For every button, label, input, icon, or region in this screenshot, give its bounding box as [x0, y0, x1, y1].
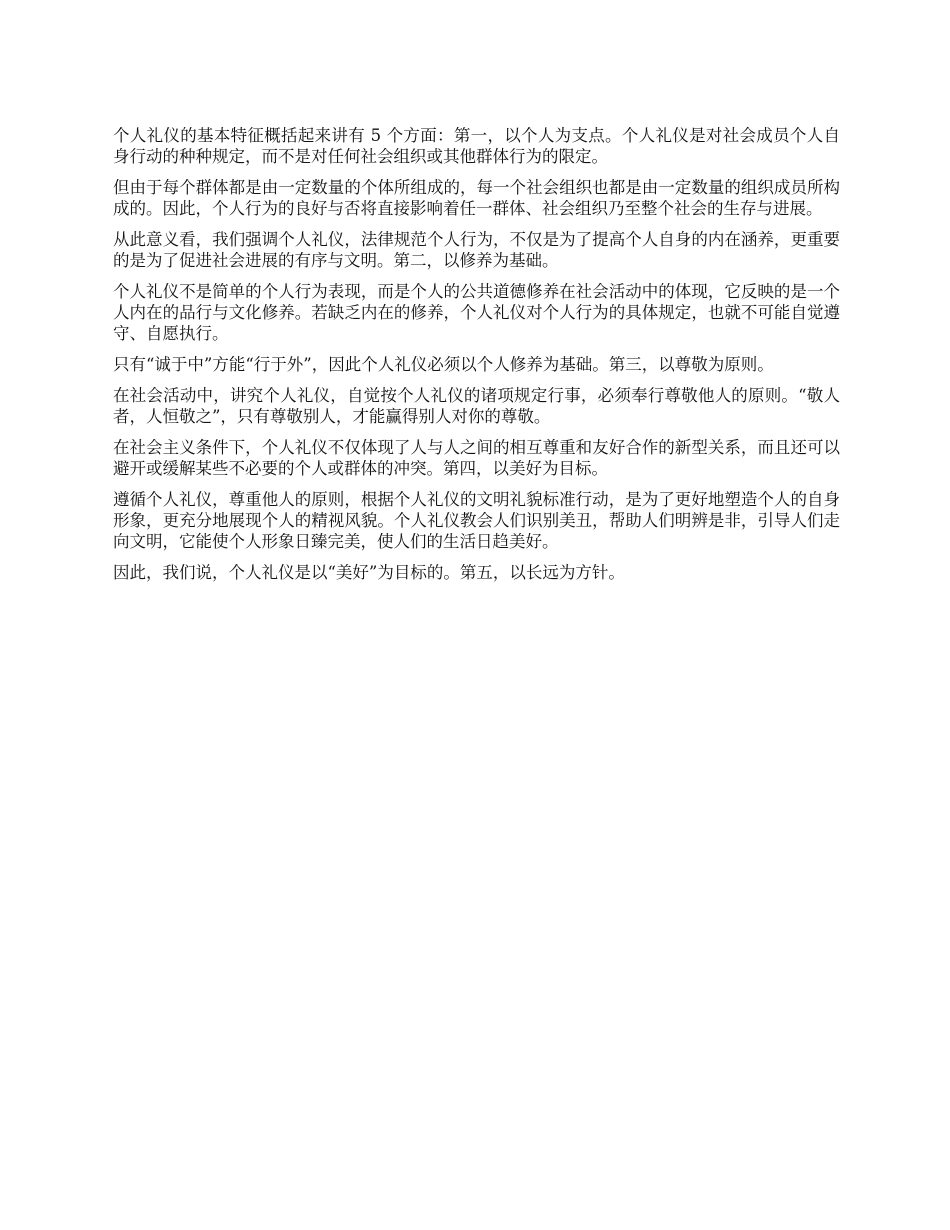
paragraph-3: 从此意义看，我们强调个人礼仪，法律规范个人行为，不仅是为了提高个人自身的内在涵养，更重要的是为了促进社会进展的有序与文明。第二，以修养为基础。 [113, 230, 840, 270]
paragraph-2: 但由于每个群体都是由一定数量的个体所组成的，每一个社会组织也都是由一定数量的组织成员所构成的。因此，个人行为的良好与否将直接影响着任一群体、社会组织乃至整个社会的生存与进展。 [113, 178, 840, 218]
paragraph-5: 只有“诚于中”方能“行于外”，因此个人礼仪必须以个人修养为基础。第三，以尊敬为原则。 [113, 355, 774, 374]
paragraph-9: 因此，我们说，个人礼仪是以“美好”为目标的。第五，以长远为方针。 [113, 563, 625, 582]
paragraph-8: 遵循个人礼仪，尊重他人的原则，根据个人礼仪的文明礼貌标准行动，是为了更好地塑造个人的自身形象，更充分地展现个人的精视风貌。个人礼仪教会人们识别美丑，帮助人们明辨是非，引导人们走向文明，它能使个人形象日臻完美，使人们的生活日趋美好。 [113, 490, 840, 551]
paragraph-6: 在社会活动中，讲究个人礼仪，自觉按个人礼仪的诸项规定行事，必须奉行尊敬他人的原则。“敬人者，人恒敬之”，只有尊敬别人，才能赢得别人对你的尊敬。 [113, 386, 840, 426]
paragraph-1: 个人礼仪的基本特征概括起来讲有 5 个方面：第一，以个人为支点。个人礼仪是对社会成员个人自身行动的种种规定，而不是对任何社会组织或其他群体行为的限定。 [113, 126, 840, 166]
paragraph-4: 个人礼仪不是简单的个人行为表现，而是个人的公共道德修养在社会活动中的体现，它反映的是一个人内在的品行与文化修养。若缺乏内在的修养，个人礼仪对个人行为的具体规定，也就不可能自觉遵守、自愿执行。 [113, 282, 840, 343]
paragraph-7: 在社会主义条件下，个人礼仪不仅体现了人与人之间的相互尊重和友好合作的新型关系，而且还可以避开或缓解某些不必要的个人或群体的冲突。第四，以美好为目标。 [113, 438, 840, 478]
